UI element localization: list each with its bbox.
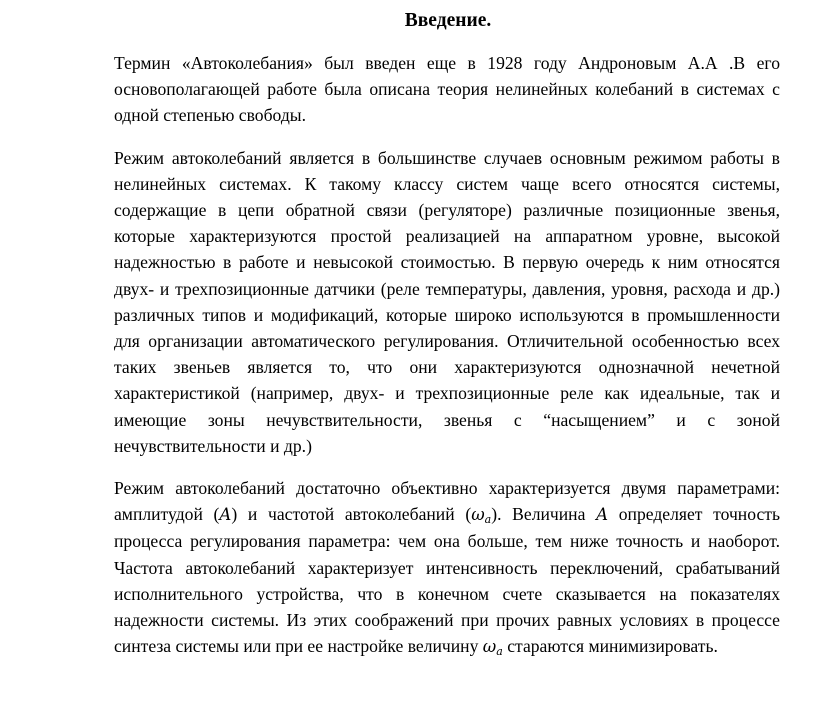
math-omega: ω: [482, 637, 497, 657]
text-span: стараются минимизировать.: [502, 636, 718, 657]
text-span: Режим автоколебаний достаточно объективно характеризуется двумя параметрами: амплитудой (: [114, 478, 780, 525]
paragraph-intro: Термин «Автоколебания» был введен еще в 1928 году Андроновым А.А .В его основополагающей работе была описана теория нелинейных колебаний в системах с одной степенью свободы.: [114, 53, 780, 126]
paragraph-self-oscillation-mode: Режим автоколебаний является в большинстве случаев основным режимом работы в нелинейных системах. К такому классу систем чаще всего относятся системы, содержащие в цепи обратной связи (регуляторе) различные позиционные звенья, которые характеризуются простой реализацией на аппаратном уровне, высокой надежностью в работе и невысокой стоимостью. В первую очередь к ним относятся двух- и трехпозиционные датчики (реле температуры, давления, уровня, расхода и др.) различных типов и модификаций, которые широко используются в промышленности для организации автоматического регулирования. Отличительной особенностью всех таких звеньев является то, что они характеризуются однозначной нечетной характеристикой (например, двух- и трехпозиционные реле как идеальные, так и имеющие зоны нечувствительности, звенья с “насыщением” и с зоной нечувствительности и др.): [114, 147, 780, 456]
document-page: [114, 6, 780, 660]
math-amplitude: A: [596, 505, 609, 525]
math-subscript: a: [484, 513, 492, 527]
text-span: ) и частотой автоколебаний (: [231, 504, 472, 525]
page-title: Введение.: [404, 10, 492, 31]
paragraph-parameters: [114, 475, 780, 660]
math-omega: ω: [471, 505, 485, 525]
math-amplitude: A: [219, 505, 232, 525]
math-frequency: [471, 505, 492, 527]
math-frequency: [482, 637, 503, 659]
math-subscript: a: [496, 645, 503, 659]
text-span: ). Величина: [491, 504, 597, 525]
text-span: определяет точность процесса регулирования параметра: чем она больше, тем ниже точность и наоборот. Частота автоколебаний характеризует интенсивность переключений, срабатываний исполнительного устройства, что в конечном счете сказывается на показателях надежности системы. Из этих соображений при прочих равных условиях в процессе синтеза системы или при ее настройке величину: [114, 504, 780, 657]
